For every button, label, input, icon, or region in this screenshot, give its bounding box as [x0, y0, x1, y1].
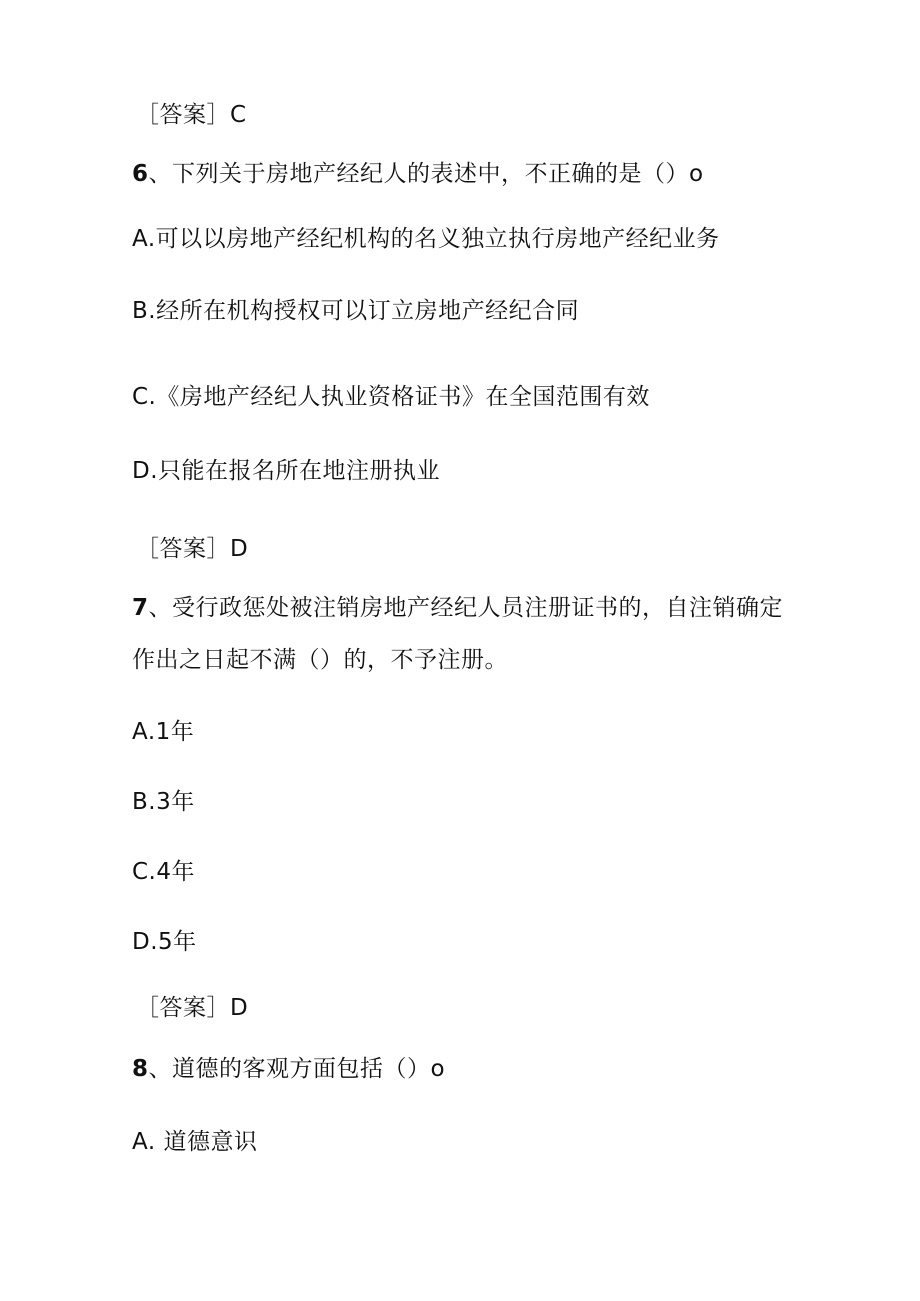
question-number: 8	[132, 1056, 149, 1082]
option-line: A.1年	[132, 719, 195, 745]
question-text: 、下列关于房地产经纪人的表述中，不正确的是（）o	[148, 161, 704, 187]
option-line: D.只能在报名所在地注册执业	[132, 458, 441, 484]
option-line: A.可以以房地产经纪机构的名义独立执行房地产经纪业务	[132, 226, 720, 252]
question-6	[132, 159, 704, 189]
option-line: B.3年	[132, 789, 195, 815]
option-line: B.经所在机构授权可以订立房地产经纪合同	[132, 298, 580, 324]
answer-line: ［答案］D	[136, 995, 249, 1021]
option-line: C.4年	[132, 859, 196, 885]
question-7	[132, 593, 783, 623]
question-number: 7	[132, 595, 149, 621]
option-line: C.《房地产经纪人执业资格证书》在全国范围有效	[132, 384, 650, 410]
question-8	[132, 1054, 445, 1084]
option-line: A. 道德意识	[132, 1129, 258, 1155]
answer-line: ［答案］C	[136, 102, 247, 128]
answer-line: ［答案］D	[136, 536, 249, 562]
question-number: 6	[132, 161, 149, 187]
option-line: D.5年	[132, 929, 197, 955]
question-text: 、受行政惩处被注销房地产经纪人员注册证书的，自注销确定	[148, 595, 784, 621]
question-continuation: 作出之日起不满（）的，不予注册。	[132, 647, 508, 673]
question-text: 、道德的客观方面包括（）o	[148, 1056, 446, 1082]
